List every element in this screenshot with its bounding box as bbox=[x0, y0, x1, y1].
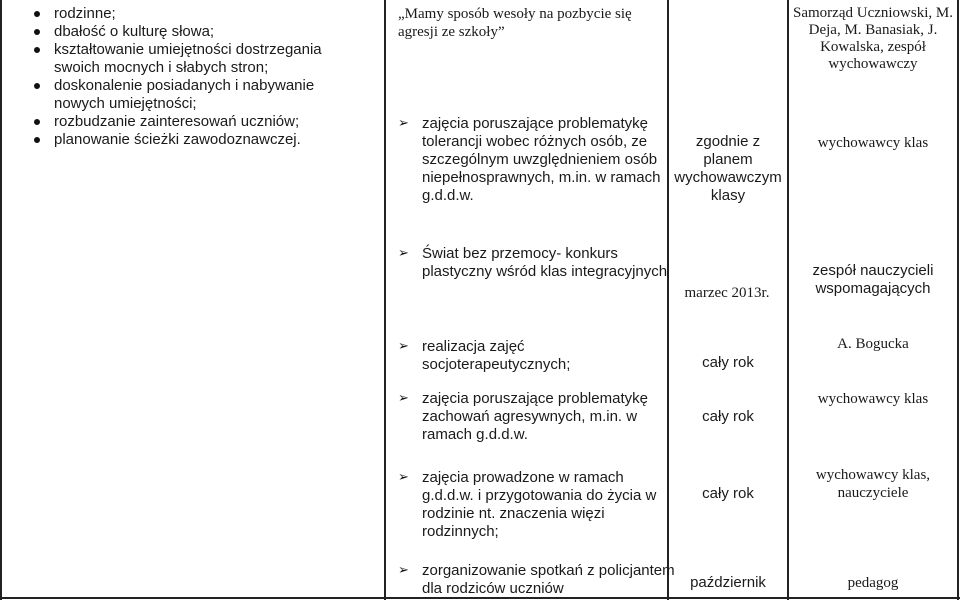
row2-action-text: Świat bez przemocy- konkurs plastyczny wśród klas integracyjnych bbox=[422, 245, 668, 280]
row3-when: cały rok bbox=[702, 485, 754, 502]
goal-item: rodzinne; bbox=[30, 5, 360, 23]
arrow-bullet-icon: ➢ bbox=[398, 390, 409, 405]
table-border-right bbox=[957, 0, 959, 600]
table-divider-col1 bbox=[384, 0, 386, 600]
row3-when: październik bbox=[690, 574, 766, 591]
row2-when: marzec 2013r. bbox=[684, 285, 770, 301]
row3-action-text: zajęcia poruszające problematykę zachowań agresywnych, m.in. w ramach g.d.d.w. bbox=[422, 390, 648, 443]
row3-action-item bbox=[398, 562, 677, 598]
row1-action-title: „Mamy sposób wesoły na pozbycie się agresji ze szkoły” bbox=[398, 6, 632, 40]
arrow-bullet-icon: ➢ bbox=[398, 245, 409, 260]
arrow-bullet-icon: ➢ bbox=[398, 338, 409, 353]
row1-action-text: zajęcia poruszające problematykę tolerancji wobec różnych osób, ze szczególnym uwzględnieniem osób niepełnosprawnych, m.in. w ramach g.d.d.w. bbox=[422, 115, 661, 204]
row3-action-text: zajęcia prowadzone w ramach g.d.d.w. i przygotowania do życia w rodzinie nt. znaczenia więzi rodzinnych; bbox=[422, 469, 657, 540]
row1-when: zgodnie z planem wychowawczym klasy bbox=[674, 133, 782, 204]
arrow-bullet-icon: ➢ bbox=[398, 469, 409, 484]
arrow-bullet-icon: ➢ bbox=[398, 562, 409, 577]
row1-who-top: Samorząd Uczniowski, M. Deja, M. Banasiak, J. Kowalska, zespół wychowawczy bbox=[793, 5, 953, 72]
table-border-left bbox=[0, 0, 2, 600]
row3-action-text: realizacja zajęć socjoterapeutycznych; bbox=[422, 338, 571, 373]
row1-action-item bbox=[398, 115, 662, 205]
row3-who: wychowawcy klas, nauczyciele bbox=[815, 467, 931, 501]
arrow-bullet-icon: ➢ bbox=[398, 115, 409, 130]
table-divider-col3 bbox=[787, 0, 789, 600]
goal-item: kształtowanie umiejętności dostrzegania swoich mocnych i słabych stron; bbox=[30, 41, 360, 77]
row3-action-text: zorganizowanie spotkań z policjantem dla rodziców uczniów bbox=[422, 562, 675, 597]
row3-when: cały rok bbox=[702, 354, 754, 371]
goal-item: rozbudzanie zainteresowań uczniów; bbox=[30, 113, 360, 131]
row3-action-item bbox=[398, 390, 672, 444]
goals-list bbox=[30, 5, 360, 149]
row3-action-item bbox=[398, 338, 672, 374]
row3-who: wychowawcy klas bbox=[817, 391, 929, 407]
row3-who: pedagog bbox=[847, 575, 899, 591]
row3-action-item bbox=[398, 469, 672, 541]
row1-who-bottom: wychowawcy klas bbox=[817, 135, 929, 151]
row2-action-item bbox=[398, 245, 672, 281]
goals-list-block bbox=[30, 5, 360, 149]
row3-when: cały rok bbox=[702, 408, 754, 425]
row3-who: A. Bogucka bbox=[837, 336, 909, 352]
goal-item: planowanie ścieżki zawodoznawczej. bbox=[30, 131, 360, 149]
goal-item: dbałość o kulturę słowa; bbox=[30, 23, 360, 41]
goal-item: doskonalenie posiadanych i nabywanie nowych umiejętności; bbox=[30, 77, 360, 113]
row2-who: zespół nauczycieli wspomagających bbox=[812, 262, 934, 297]
